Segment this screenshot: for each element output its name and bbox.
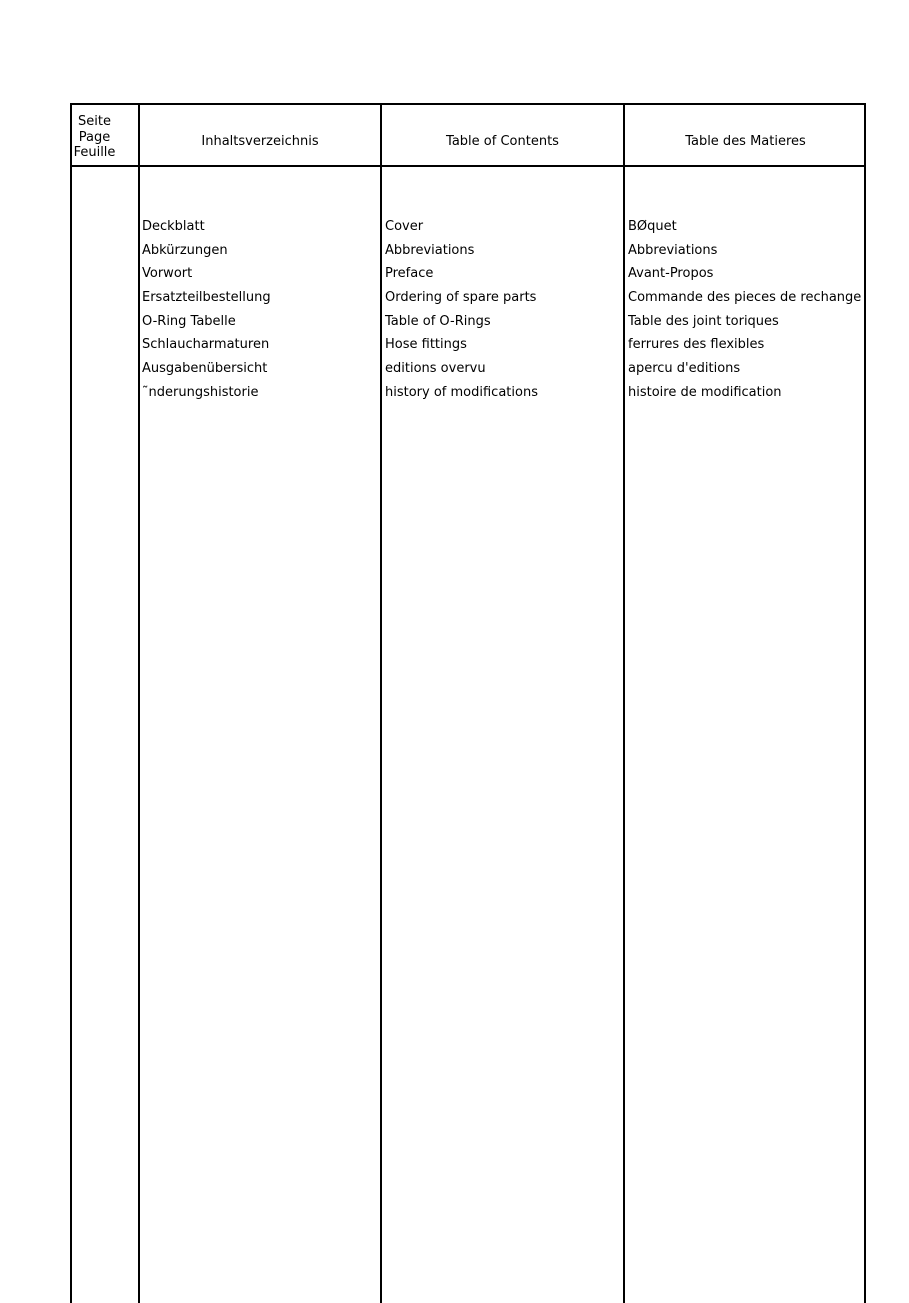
english-entries	[385, 215, 538, 405]
list-item: apercu d'editions	[628, 361, 741, 377]
list-item: Abbreviations	[628, 242, 718, 258]
list-item: ˜nderungshistorie	[142, 384, 259, 400]
list-item: Ersatzteilbestellung	[142, 290, 271, 306]
page-column-header	[72, 114, 117, 161]
page-label-en: Page	[78, 129, 111, 145]
list-item: Avant-Propos	[628, 266, 714, 282]
list-item: BØquet	[628, 219, 677, 234]
french-entries	[628, 215, 861, 405]
column-divider	[623, 105, 625, 1303]
list-item: histoire de modification	[628, 384, 782, 400]
french-column-header: Table des Matieres	[685, 133, 806, 149]
list-item: Cover	[385, 219, 424, 234]
list-item: Table des joint toriques	[628, 313, 779, 329]
page-label-fr: Feuille	[73, 145, 116, 160]
list-item: O-Ring Tabelle	[142, 313, 236, 329]
list-item: Abbreviations	[385, 242, 475, 258]
list-item: Preface	[385, 266, 434, 282]
list-item: Abkürzungen	[142, 242, 228, 258]
list-item: history of modifications	[385, 384, 538, 400]
column-divider	[380, 105, 382, 1303]
english-column-header: Table of Contents	[446, 133, 559, 149]
german-entries	[142, 215, 271, 405]
list-item: editions overvu	[385, 361, 486, 377]
list-item: Deckblatt	[142, 219, 205, 234]
table-of-contents	[70, 103, 866, 1303]
list-item: Table of O-Rings	[385, 313, 491, 329]
list-item: Hose fittings	[385, 337, 467, 353]
list-item: Commande des pieces de rechange	[628, 290, 862, 306]
column-divider	[138, 105, 140, 1303]
list-item: ferrures des flexibles	[628, 337, 765, 353]
german-column-header: Inhaltsverzeichnis	[201, 133, 319, 149]
page-label-de: Seite	[78, 114, 111, 129]
list-item: Ausgabenübersicht	[142, 361, 268, 377]
list-item: Ordering of spare parts	[385, 290, 537, 306]
list-item: Vorwort	[142, 266, 193, 282]
list-item: Schlaucharmaturen	[142, 337, 270, 353]
